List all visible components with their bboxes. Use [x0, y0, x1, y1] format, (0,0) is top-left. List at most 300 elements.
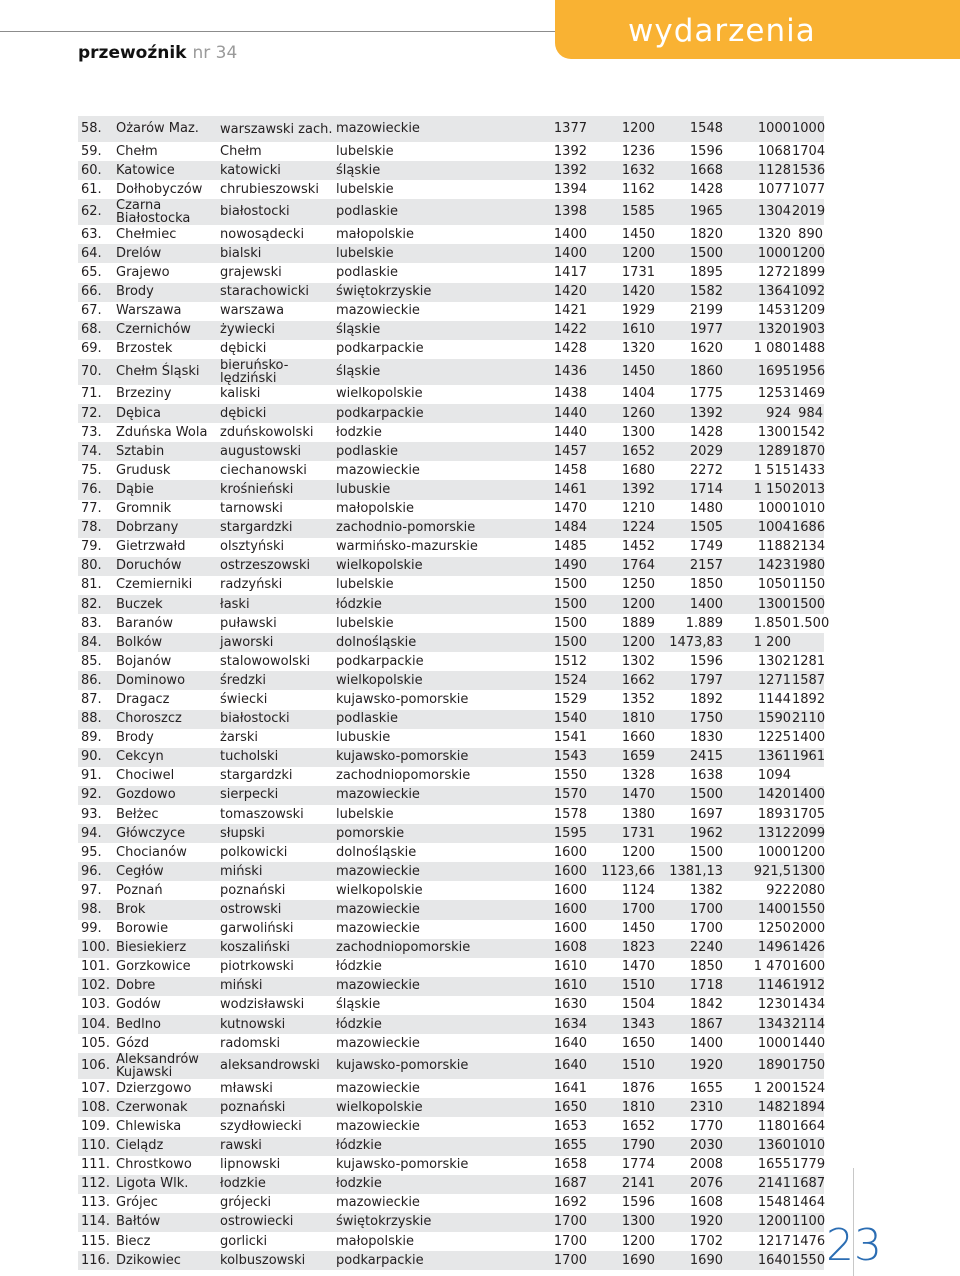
value-1: 1610 [553, 959, 587, 975]
county-name: jaworski [220, 633, 336, 652]
value-2: 2141 [588, 1175, 656, 1194]
value-5: 1300 [792, 862, 824, 881]
table-row [78, 939, 824, 958]
value-4: 1 515 [753, 462, 791, 478]
value-1: 1436 [498, 359, 588, 385]
table-row [78, 480, 824, 499]
value-3: 1830 [689, 730, 723, 746]
value-1: 1438 [553, 386, 587, 402]
value-3: 2310 [656, 1098, 724, 1117]
value-5: 2110 [792, 710, 824, 729]
voivodeship-name: lubelskie [336, 806, 394, 822]
city-name: Główczyce [114, 824, 220, 843]
value-1: 1470 [553, 501, 587, 517]
value-3: 1797 [656, 671, 724, 690]
value-3: 1596 [689, 653, 723, 669]
city-name: Choroszcz [114, 710, 220, 729]
value-4: 1000 [757, 501, 791, 517]
value-5: 1686 [792, 519, 824, 538]
city-name: Gorzkowice [116, 959, 191, 975]
county-name: wodzisławski [220, 997, 305, 1013]
city-name: Warszawa [116, 303, 182, 319]
value-4: 1 150 [724, 480, 792, 499]
value-4: 1400 [724, 900, 792, 919]
value-5: 1150 [792, 577, 826, 593]
county-name: stargardzki [220, 519, 336, 538]
value-4: 1893 [757, 806, 791, 822]
value-4: 1271 [724, 671, 792, 690]
row-number: 97. [81, 882, 102, 898]
row-number: 72. [78, 404, 114, 423]
city-name: Dzikowiec [114, 1251, 220, 1270]
city-name: Chełm [116, 143, 158, 159]
value-5: 1687 [792, 1175, 824, 1194]
value-3: 1714 [656, 480, 724, 499]
value-2: 1300 [621, 424, 655, 440]
city-name: Gózd [116, 1035, 150, 1051]
value-3: 1608 [689, 1195, 723, 1211]
value-2: 1470 [621, 959, 655, 975]
value-4: 1000 [757, 1035, 791, 1051]
value-2: 1260 [588, 404, 656, 423]
value-4: 1420 [724, 786, 792, 805]
city-name: Bedlno [114, 1015, 220, 1034]
value-4: 921,5 [724, 862, 792, 881]
value-5: 1500 [792, 595, 824, 614]
city-name: Brody [114, 283, 220, 302]
row-number: 109. [81, 1118, 110, 1134]
value-4: 1655 [757, 1157, 791, 1173]
city-name: Godów [116, 997, 161, 1013]
value-3: 1895 [689, 265, 723, 281]
city-name: Czarna Białostocka [114, 199, 220, 225]
value-2: 1420 [588, 283, 656, 302]
voivodeship-name: świętokrzyskie [336, 283, 498, 302]
value-1: 1608 [498, 939, 588, 958]
value-3: 1428 [689, 181, 723, 197]
value-2: 1450 [621, 921, 655, 937]
value-2: 1450 [588, 359, 656, 385]
county-name: radomski [220, 1035, 281, 1051]
value-3: 1700 [656, 900, 724, 919]
value-5: 1892 [792, 691, 826, 707]
county-name: piotrkowski [220, 959, 294, 975]
value-5: 1400 [792, 786, 824, 805]
section-title: wydarzenia [628, 13, 816, 49]
voivodeship-name: mazowieckie [336, 921, 420, 937]
row-number: 111. [81, 1157, 110, 1173]
value-5: 1705 [792, 806, 826, 822]
value-2: 1380 [621, 806, 655, 822]
table-row [78, 359, 824, 385]
value-5: 1536 [792, 161, 824, 180]
voivodeship-name: kujawsko-pomorskie [336, 1157, 469, 1173]
city-name: Chocianów [116, 844, 187, 860]
voivodeship-name: mazowieckie [336, 462, 420, 478]
table-row [78, 442, 824, 461]
value-5: 984 [792, 404, 824, 423]
value-2: 1320 [621, 341, 655, 357]
value-5: 1912 [792, 977, 824, 996]
value-4: 1068 [757, 143, 791, 159]
value-1: 1600 [553, 882, 587, 898]
value-3: 1500 [656, 786, 724, 805]
value-1: 1540 [498, 710, 588, 729]
value-2: 1200 [588, 116, 656, 142]
county-name: bialski [220, 244, 336, 263]
value-5: 1779 [792, 1157, 826, 1173]
value-2: 1200 [588, 595, 656, 614]
value-4: 1 200 [753, 1080, 791, 1096]
row-number: 115. [81, 1233, 110, 1249]
city-name: Biecz [116, 1233, 151, 1249]
row-number: 89. [81, 730, 102, 746]
value-3: 2157 [656, 557, 724, 576]
city-name: Katowice [114, 161, 220, 180]
voivodeship-name: łódzkie [336, 595, 498, 614]
row-number: 108. [78, 1098, 114, 1117]
voivodeship-name: lubelskie [336, 181, 394, 197]
value-1: 1578 [553, 806, 587, 822]
value-1: 1550 [553, 768, 587, 784]
value-3: 1480 [689, 501, 723, 517]
value-4: 922 [766, 882, 791, 898]
value-5: 1550 [792, 900, 824, 919]
value-3: 1770 [689, 1118, 723, 1134]
table-row [78, 199, 824, 225]
city-name: Aleksandrów Kujawski [114, 1053, 220, 1079]
city-name: Brok [114, 900, 220, 919]
value-3: 1749 [689, 539, 723, 555]
value-4: 1320 [724, 321, 792, 340]
row-number: 75. [81, 462, 102, 478]
value-5: 1.500 [792, 615, 830, 631]
value-2: 1731 [621, 265, 655, 281]
city-name: Doruchów [114, 557, 220, 576]
row-number: 105. [81, 1035, 110, 1051]
value-1: 1687 [498, 1175, 588, 1194]
value-4: 1000 [724, 244, 792, 263]
voivodeship-name: lubelskie [336, 615, 394, 631]
row-number: 77. [81, 501, 102, 517]
table-row [78, 1194, 824, 1213]
value-4: 1094 [757, 768, 791, 784]
county-name: lipnowski [220, 1157, 281, 1173]
value-3: 1548 [656, 116, 724, 142]
city-name: Cielądz [114, 1137, 220, 1156]
value-4: 1289 [724, 442, 792, 461]
value-1: 1595 [498, 824, 588, 843]
value-4: 1217 [757, 1233, 791, 1249]
table-row [78, 748, 824, 767]
value-5: 2000 [792, 921, 826, 937]
voivodeship-name: podlaskie [336, 442, 498, 461]
row-number: 74. [78, 442, 114, 461]
table-row [78, 824, 824, 843]
value-1: 1500 [498, 633, 588, 652]
voivodeship-name: zachodniopomorskie [336, 768, 471, 784]
voivodeship-name: wielkopolskie [336, 1098, 498, 1117]
value-1: 1655 [498, 1137, 588, 1156]
county-name: kolbuszowski [220, 1251, 336, 1270]
value-5: 1010 [792, 1137, 824, 1156]
voivodeship-name: podkarpackie [336, 1251, 498, 1270]
table-row [78, 1079, 824, 1098]
value-2: 1510 [588, 1053, 656, 1079]
value-1: 1392 [553, 143, 587, 159]
value-1: 1570 [498, 786, 588, 805]
county-name: polkowicki [220, 844, 288, 860]
value-5: 2013 [792, 480, 824, 499]
voivodeship-name: podkarpackie [336, 341, 424, 357]
magazine-header [78, 42, 237, 64]
value-1: 1658 [553, 1157, 587, 1173]
value-1: 1377 [498, 116, 588, 142]
value-5: 1664 [792, 1118, 826, 1134]
county-name: olsztyński [220, 539, 285, 555]
value-1: 1421 [553, 303, 587, 319]
value-2: 1596 [621, 1195, 655, 1211]
value-5: 1092 [792, 283, 824, 302]
value-1: 1700 [498, 1213, 588, 1232]
value-4: 1250 [757, 921, 791, 937]
value-4: 1640 [724, 1251, 792, 1270]
table-row [78, 843, 824, 862]
county-name: białostocki [220, 710, 336, 729]
city-name: Gietrzwałd [116, 539, 186, 555]
value-2: 1810 [588, 1098, 656, 1117]
data-table [78, 116, 830, 1270]
value-2: 1659 [588, 748, 656, 767]
row-number: 92. [78, 786, 114, 805]
value-4: 1695 [724, 359, 792, 385]
value-3: 1655 [689, 1080, 723, 1096]
value-2: 1731 [588, 824, 656, 843]
row-number: 63. [81, 226, 102, 242]
city-name: Bolków [114, 633, 220, 652]
value-2: 1200 [621, 1233, 655, 1249]
value-1: 1700 [498, 1251, 588, 1270]
city-name: Zduńska Wola [116, 424, 208, 440]
county-name: kaliski [220, 386, 261, 402]
voivodeship-name: mazowieckie [336, 1035, 420, 1051]
value-5: 1961 [792, 748, 824, 767]
county-name: garwoliński [220, 921, 294, 937]
value-5: 1899 [792, 265, 826, 281]
row-number: 113. [81, 1195, 110, 1211]
row-number: 58. [78, 116, 114, 142]
row-number: 68. [78, 321, 114, 340]
city-name: Chełmiec [116, 226, 177, 242]
value-4: 1304 [724, 199, 792, 225]
city-name: Dołhobyczów [116, 181, 203, 197]
table-row [78, 538, 824, 557]
row-number: 106. [78, 1053, 114, 1079]
voivodeship-name: łódzkie [336, 959, 382, 975]
value-2: 1510 [588, 977, 656, 996]
county-name: bieruńsko-lędziński [220, 359, 336, 385]
table-row [78, 340, 824, 359]
value-2: 1300 [588, 1213, 656, 1232]
value-4: 1144 [757, 691, 791, 707]
table-row [78, 283, 824, 302]
county-name: łaski [220, 595, 336, 614]
value-3: 1920 [656, 1213, 724, 1232]
county-name: mławski [220, 1080, 273, 1096]
value-4: 1.850 [753, 615, 791, 631]
table-row [78, 1034, 824, 1053]
table-row [78, 767, 824, 786]
value-4: 1590 [724, 710, 792, 729]
row-number: 84. [78, 633, 114, 652]
county-name: stalowowolski [220, 653, 311, 669]
city-name: Czemierniki [116, 577, 193, 593]
table-row [78, 690, 824, 709]
table-row [78, 652, 824, 671]
value-4: 1343 [724, 1015, 792, 1034]
value-4: 1320 [757, 226, 791, 242]
row-number: 65. [81, 265, 102, 281]
value-2: 1343 [588, 1015, 656, 1034]
row-number: 66. [78, 283, 114, 302]
voivodeship-name: dolnośląskie [336, 844, 417, 860]
table-row [78, 1117, 824, 1136]
value-5: 1100 [792, 1213, 824, 1232]
value-2: 1328 [621, 768, 655, 784]
value-4: 1360 [724, 1137, 792, 1156]
value-1: 1484 [498, 519, 588, 538]
value-2: 1690 [588, 1251, 656, 1270]
value-4: 924 [724, 404, 792, 423]
value-3: 1392 [656, 404, 724, 423]
row-number: 114. [78, 1213, 114, 1232]
row-number: 64. [78, 244, 114, 263]
county-name: grajewski [220, 265, 282, 281]
value-3: 1382 [689, 882, 723, 898]
table-row [78, 180, 824, 199]
value-5: 1200 [792, 844, 826, 860]
voivodeship-name: śląskie [336, 359, 498, 385]
value-1: 1420 [498, 283, 588, 302]
voivodeship-name: lubuskie [336, 480, 498, 499]
value-3: 1850 [689, 959, 723, 975]
row-number: 91. [81, 768, 102, 784]
value-3: 1620 [689, 341, 723, 357]
section-tab [555, 0, 960, 59]
value-2: 1700 [588, 900, 656, 919]
value-3: 1400 [656, 595, 724, 614]
value-1: 1400 [498, 244, 588, 263]
value-4: 1300 [757, 424, 791, 440]
value-3: 1842 [689, 997, 723, 1013]
value-2: 1250 [621, 577, 655, 593]
value-5: 1077 [792, 181, 826, 197]
value-5: 1980 [792, 557, 824, 576]
table-row [78, 321, 824, 340]
county-name: świecki [220, 691, 268, 707]
value-5: 2134 [792, 539, 826, 555]
voivodeship-name: śląskie [336, 321, 498, 340]
row-number: 83. [81, 615, 102, 631]
city-name: Cekcyn [114, 748, 220, 767]
value-5: 1440 [792, 1035, 826, 1051]
value-4: 1 200 [724, 633, 792, 652]
row-number: 76. [78, 480, 114, 499]
value-2: 1302 [621, 653, 655, 669]
table-row [78, 461, 824, 480]
table-row [78, 1156, 824, 1175]
table-row [78, 385, 824, 404]
value-3: 1690 [656, 1251, 724, 1270]
value-1: 1440 [498, 404, 588, 423]
value-2: 1823 [588, 939, 656, 958]
table-row [78, 557, 824, 576]
row-number: 103. [81, 997, 110, 1013]
voivodeship-name: kujawsko-pomorskie [336, 691, 469, 707]
value-4: 1453 [757, 303, 791, 319]
county-name: łodzkie [220, 1175, 336, 1194]
value-1: 1640 [553, 1035, 587, 1051]
county-name: krośnieński [220, 480, 336, 499]
value-5: 2080 [792, 882, 826, 898]
row-number: 116. [78, 1251, 114, 1270]
county-name: Chełm [220, 143, 262, 159]
table-row [78, 1137, 824, 1156]
value-2: 1210 [621, 501, 655, 517]
value-1: 1600 [498, 900, 588, 919]
value-3: 1860 [656, 359, 724, 385]
value-3: 2415 [656, 748, 724, 767]
value-3: 2272 [689, 462, 723, 478]
value-1: 1641 [553, 1080, 587, 1096]
value-4: 1180 [757, 1118, 791, 1134]
table-row [78, 500, 824, 519]
value-3: 1428 [689, 424, 723, 440]
value-5: 1464 [792, 1195, 826, 1211]
city-name: Borowie [116, 921, 169, 937]
row-number: 73. [81, 424, 102, 440]
county-name: starachowicki [220, 283, 336, 302]
row-number: 110. [78, 1137, 114, 1156]
value-3: 2199 [689, 303, 723, 319]
city-name: Brzostek [116, 341, 173, 357]
table-row [78, 729, 824, 748]
value-1: 1422 [498, 321, 588, 340]
table-row [78, 958, 824, 977]
value-3: 1867 [656, 1015, 724, 1034]
county-name: tucholski [220, 748, 336, 767]
value-5: 1524 [792, 1080, 826, 1096]
city-name: Ożarów Maz. [114, 116, 220, 142]
county-name: grójecki [220, 1195, 272, 1211]
table-row [78, 920, 824, 939]
value-3: 1473,83 [656, 633, 724, 652]
table-body [78, 116, 830, 1270]
voivodeship-name: łodzkie [336, 424, 382, 440]
table-row [78, 519, 824, 538]
table-row [78, 786, 824, 805]
value-4: 1 470 [753, 959, 791, 975]
value-5: 1704 [792, 143, 826, 159]
value-3: 1702 [689, 1233, 723, 1249]
value-3: 1962 [656, 824, 724, 843]
value-4: 1000 [757, 844, 791, 860]
row-number: 85. [81, 653, 102, 669]
table-row [78, 805, 824, 824]
value-2: 1680 [621, 462, 655, 478]
value-3: 2008 [689, 1157, 723, 1173]
value-2: 1504 [621, 997, 655, 1013]
